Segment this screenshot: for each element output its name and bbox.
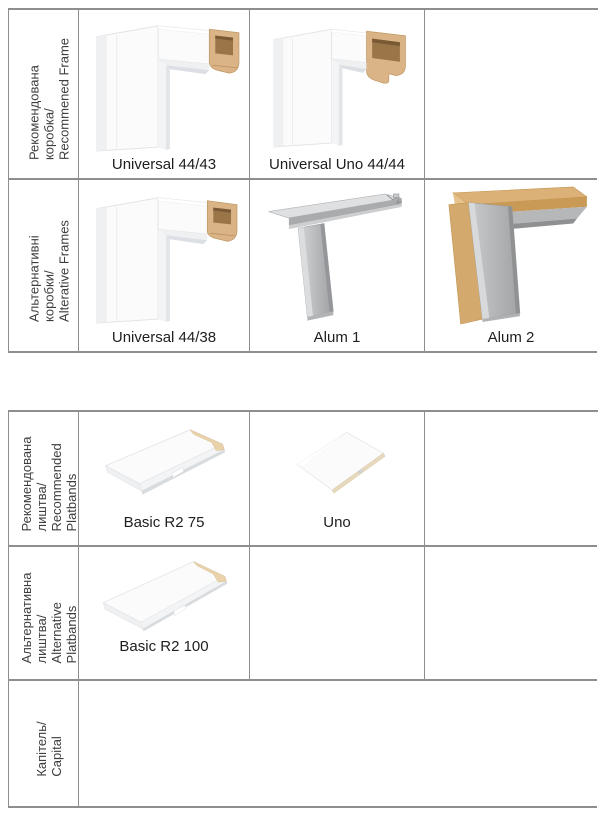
frames-alternative-label-text xyxy=(26,220,71,322)
platbands-alternative-label-text xyxy=(19,573,79,664)
frames-recommended-label-text xyxy=(26,38,71,160)
uno-image xyxy=(250,418,424,509)
cell-basic-r2-75 xyxy=(79,412,250,547)
label-line: Capital xyxy=(48,735,64,777)
empty-cell xyxy=(425,10,597,180)
basic-r2-100-caption: Basic R2 100 xyxy=(119,638,209,655)
cell-universal-44-38 xyxy=(79,180,250,353)
capital-label-text xyxy=(34,721,64,776)
label-line: Капітель/ xyxy=(33,720,49,777)
label-line: Platbands xyxy=(63,605,79,664)
universal-44-38-caption: Universal 44/38 xyxy=(111,329,217,346)
white-frame-uno-corner-illustration xyxy=(263,13,411,153)
frames-recommended-label xyxy=(9,10,79,180)
label-line: Альтернативна xyxy=(18,572,34,664)
label-line: коробки/ xyxy=(41,269,56,322)
universal-44-38-image xyxy=(79,182,249,327)
universal-44-43-caption: Universal 44/43 xyxy=(111,156,217,173)
universal-uno-44-44-image xyxy=(250,12,424,154)
label-line: Альтернативні xyxy=(26,234,41,322)
universal-44-43-image xyxy=(79,12,249,154)
cell-uno xyxy=(250,412,425,547)
basic-r2-100-image xyxy=(79,553,249,635)
alum-2-image xyxy=(425,182,597,327)
platband-bar-illustration xyxy=(96,419,232,509)
cell-alum-1 xyxy=(250,180,425,353)
platband-wide-bar-illustration xyxy=(86,555,242,633)
alum-2-caption: Alum 2 xyxy=(487,329,535,346)
frames-alternative-label xyxy=(9,180,79,353)
platbands-table xyxy=(8,410,598,808)
capital-empty-cell xyxy=(79,681,597,808)
label-line: Рекомендована xyxy=(26,65,41,161)
platbands-recommended-label-text xyxy=(19,436,79,531)
empty-cell xyxy=(425,412,597,547)
uno-caption: Uno xyxy=(323,514,351,531)
frames-table xyxy=(8,8,598,353)
basic-r2-75-caption: Basic R2 75 xyxy=(123,514,205,531)
cell-universal-uno-44-44 xyxy=(250,10,425,180)
white-frame-corner-illustration xyxy=(85,185,243,325)
label-line: Alternative xyxy=(48,602,64,664)
label-line: Recommended xyxy=(48,442,64,531)
cell-basic-r2-100 xyxy=(79,547,250,681)
label-line: Platbands xyxy=(63,473,79,531)
label-line: коробка/ xyxy=(41,108,56,161)
universal-uno-44-44-caption: Universal Uno 44/44 xyxy=(269,156,405,173)
platband-flat-illustration xyxy=(281,426,393,502)
cell-alum-2 xyxy=(425,180,597,353)
cell-universal-44-43 xyxy=(79,10,250,180)
capital-label xyxy=(9,681,79,808)
empty-cell xyxy=(250,547,425,681)
alum-1-image xyxy=(250,182,424,327)
white-frame-corner-illustration xyxy=(85,13,243,153)
basic-r2-75-image xyxy=(79,418,249,509)
label-line: Alterative Frames xyxy=(56,219,71,322)
label-line: лиштва/ xyxy=(33,482,49,531)
aluminium-frame-corner-illustration xyxy=(263,185,411,325)
aluminium-wood-frame-corner-illustration xyxy=(428,185,594,325)
alum-1-caption: Alum 1 xyxy=(313,329,361,346)
label-line: Рекомендована xyxy=(18,436,34,531)
label-line: лиштва/ xyxy=(33,614,49,664)
platbands-alternative-label xyxy=(9,547,79,681)
empty-cell xyxy=(425,547,597,681)
platbands-recommended-label xyxy=(9,412,79,547)
label-line: Recommened Frame xyxy=(56,37,71,161)
